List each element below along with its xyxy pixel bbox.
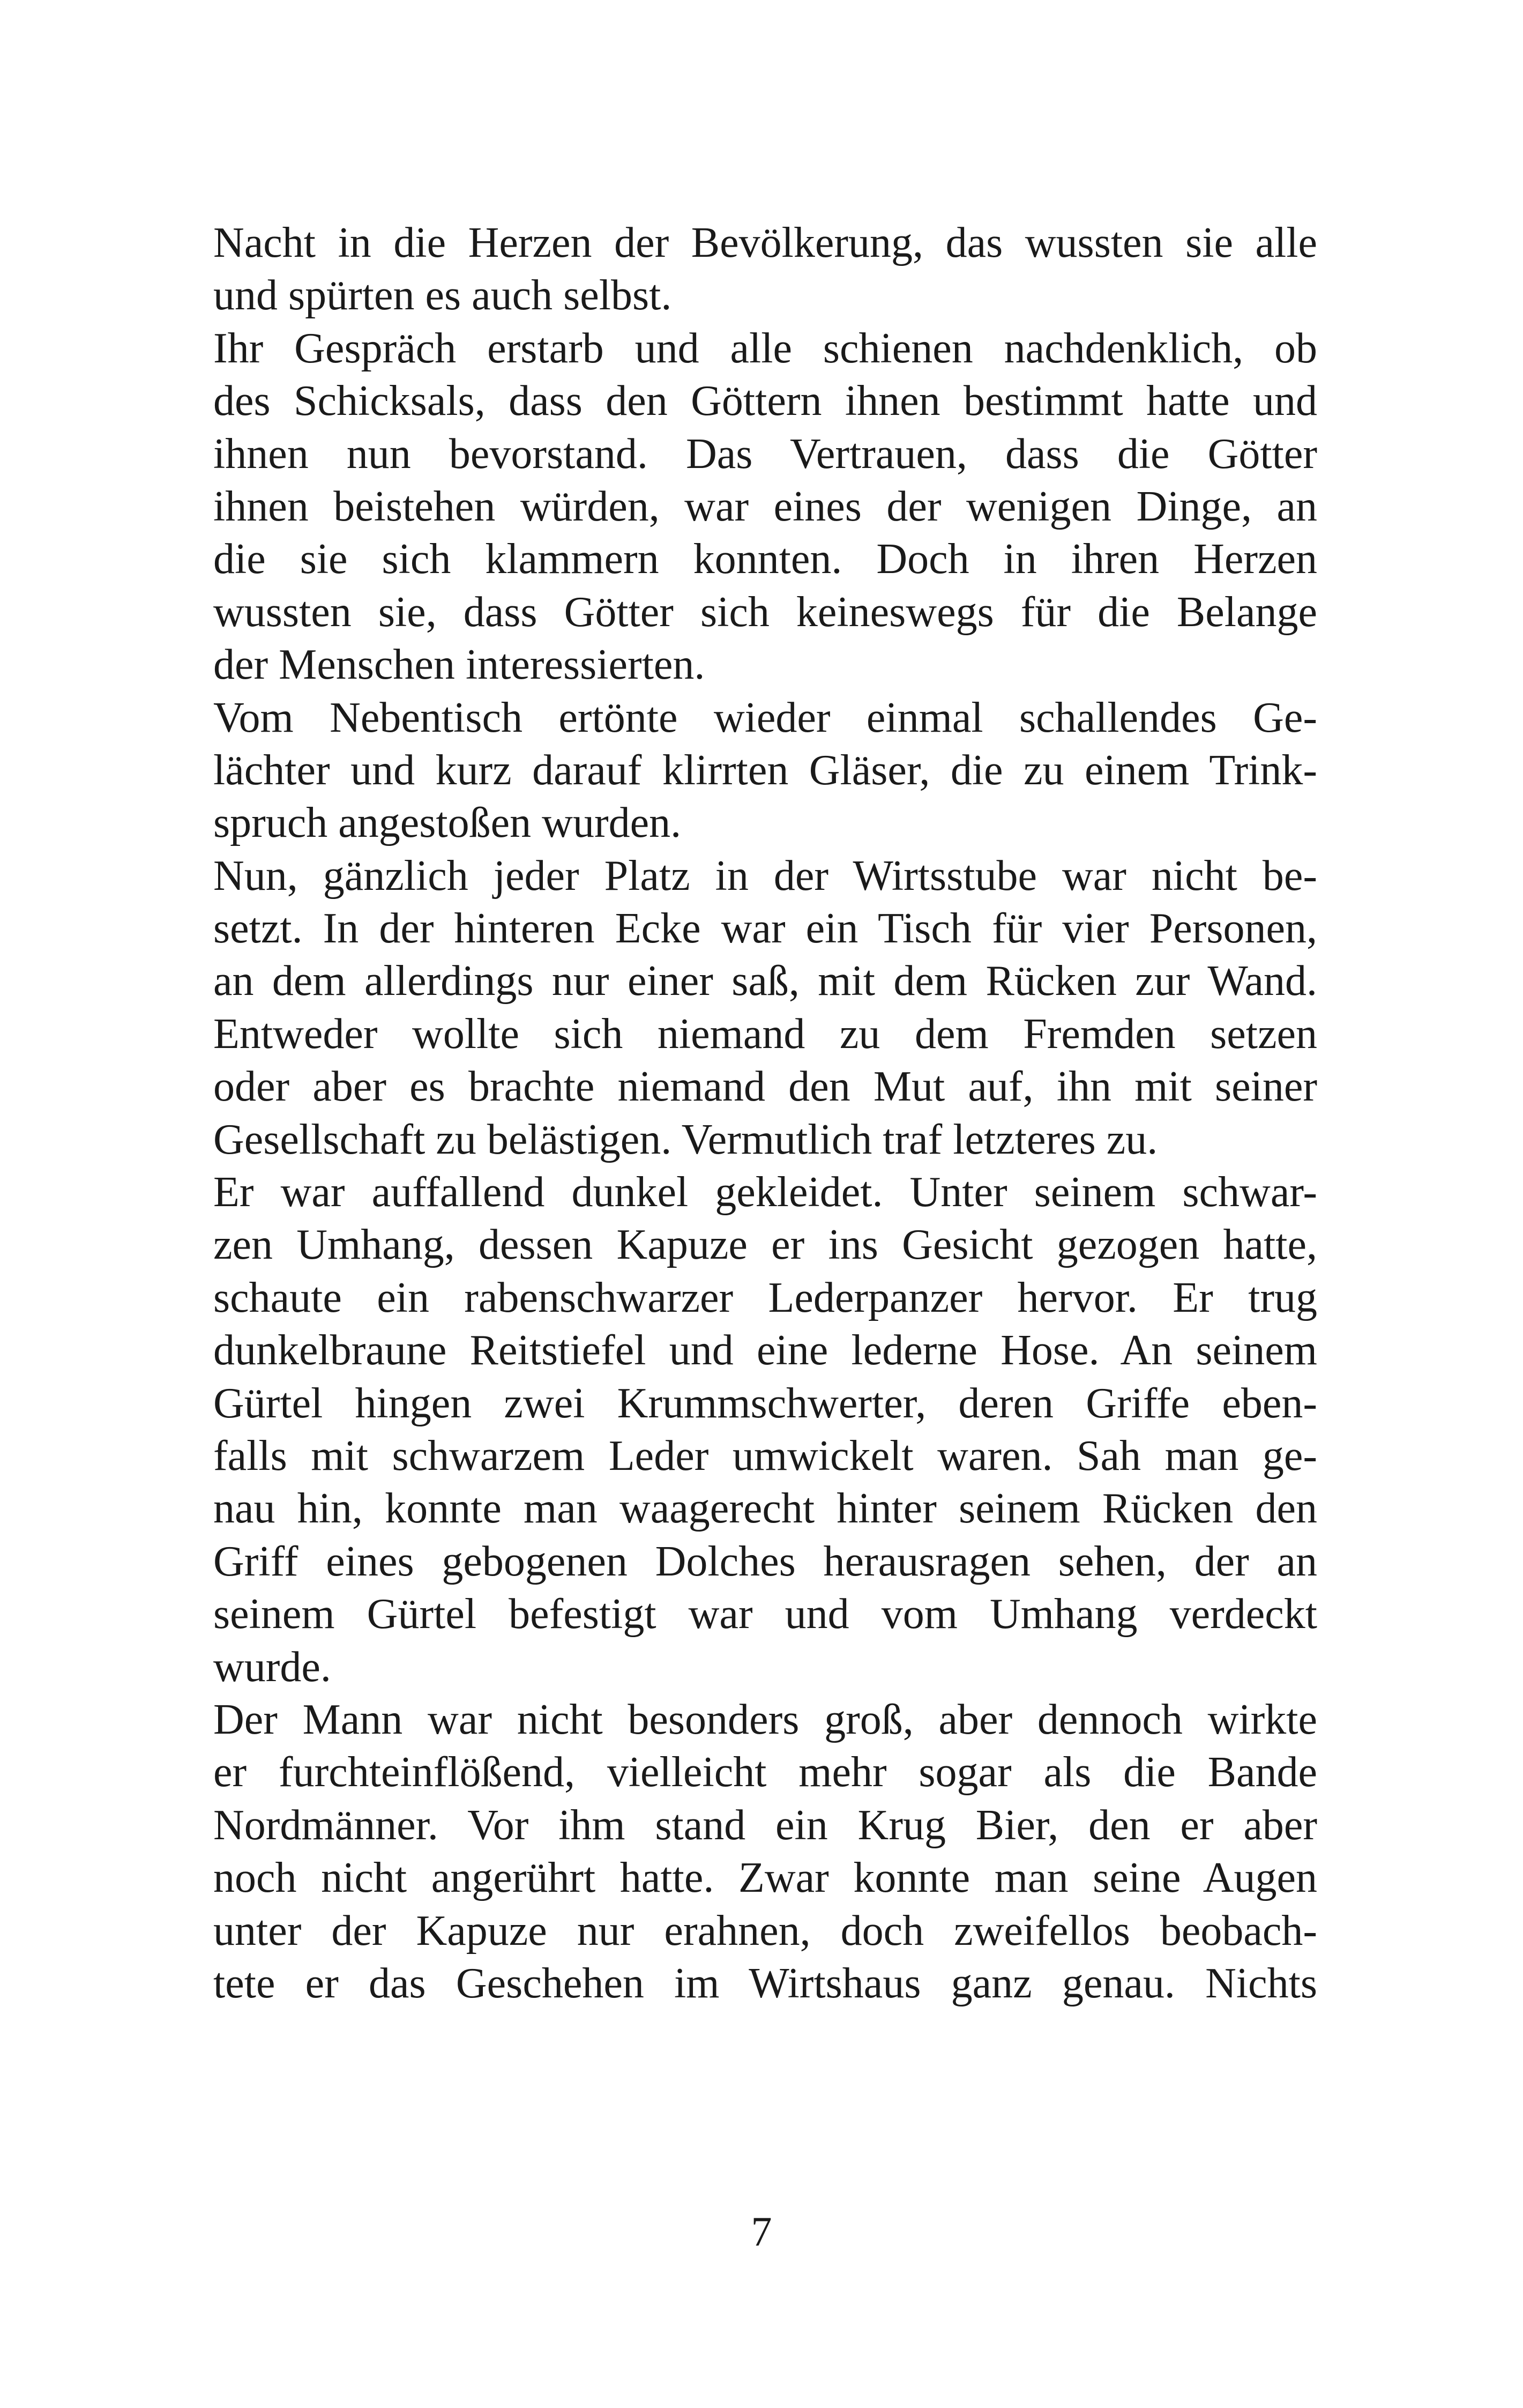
text-line: der Menschen interessierten.: [213, 641, 705, 689]
text-line: Gesellschaft zu belästigen. Vermutlich traf letzteres zu.: [213, 1116, 1158, 1163]
text-line: Er war auffallend dunkel gekleidet. Unter seinem schwar-: [213, 1169, 1317, 1216]
text-line: unter der Kapuze nur erahnen, doch zweifellos beobach-: [213, 1907, 1317, 1954]
text-line: oder aber es brachte niemand den Mut auf, ihn mit seiner: [213, 1063, 1317, 1111]
text-line: tete er das Geschehen im Wirtshaus ganz genau. Nichts: [213, 1959, 1317, 2007]
text-line: und spürten es auch selbst.: [213, 272, 672, 319]
text-line: Entweder wollte sich niemand zu dem Fremden setzen: [213, 1010, 1317, 1058]
text-line: die sie sich klammern konnten. Doch in ihren Herzen: [213, 536, 1317, 583]
text-line: wussten sie, dass Götter sich keineswegs für die Belange: [213, 588, 1317, 636]
text-line: zen Umhang, dessen Kapuze er ins Gesicht gezogen hatte,: [213, 1221, 1317, 1269]
text-line: dunkelbraune Reitstiefel und eine lederne Hose. An seinem: [213, 1327, 1317, 1374]
text-line: Gürtel hingen zwei Krummschwerter, deren Griffe eben-: [213, 1379, 1317, 1427]
text-line: nau hin, konnte man waagerecht hinter seinem Rücken den: [213, 1485, 1317, 1533]
text-line: wurde.: [213, 1643, 331, 1691]
text-line: Griff eines gebogenen Dolches herausragen sehen, der an: [213, 1537, 1317, 1585]
text-line: schaute ein rabenschwarzer Lederpanzer hervor. Er trug: [213, 1274, 1317, 1321]
text-line: an dem allerdings nur einer saß, mit dem Rücken zur Wand.: [213, 957, 1317, 1005]
text-line: seinem Gürtel befestigt war und vom Umhang verdeckt: [213, 1591, 1317, 1638]
text-line: spruch angestoßen wurden.: [213, 799, 682, 847]
text-line: Nun, gänzlich jeder Platz in der Wirtsstube war nicht be-: [213, 852, 1317, 900]
text-line: ihnen nun bevorstand. Das Vertrauen, dass die Götter: [213, 430, 1317, 478]
text-line: Nacht in die Herzen der Bevölkerung, das wussten sie alle: [213, 219, 1317, 266]
text-line: Vom Nebentisch ertönte wieder einmal schallendes Ge-: [213, 694, 1317, 741]
text-line: Nordmänner. Vor ihm stand ein Krug Bier, den er aber: [213, 1801, 1317, 1849]
text-line: er furchteinflößend, vielleicht mehr sogar als die Bande: [213, 1749, 1317, 1796]
text-line: Ihr Gespräch erstarb und alle schienen nachdenklich, ob: [213, 324, 1317, 372]
text-line: Der Mann war nicht besonders groß, aber dennoch wirkte: [213, 1696, 1317, 1743]
text-line: lächter und kurz darauf klirrten Gläser, die zu einem Trink-: [213, 746, 1317, 794]
text-line: des Schicksals, dass den Göttern ihnen bestimmt hatte und: [213, 377, 1317, 425]
text-line: ihnen beistehen würden, war eines der wenigen Dinge, an: [213, 482, 1317, 530]
page-number: 7: [751, 2208, 772, 2255]
text-line: falls mit schwarzem Leder umwickelt waren. Sah man ge-: [213, 1432, 1317, 1480]
text-line: setzt. In der hinteren Ecke war ein Tisch für vier Personen,: [213, 905, 1317, 953]
body-text: [213, 217, 1317, 2010]
text-line: noch nicht angerührt hatte. Zwar konnte man seine Augen: [213, 1854, 1317, 1902]
